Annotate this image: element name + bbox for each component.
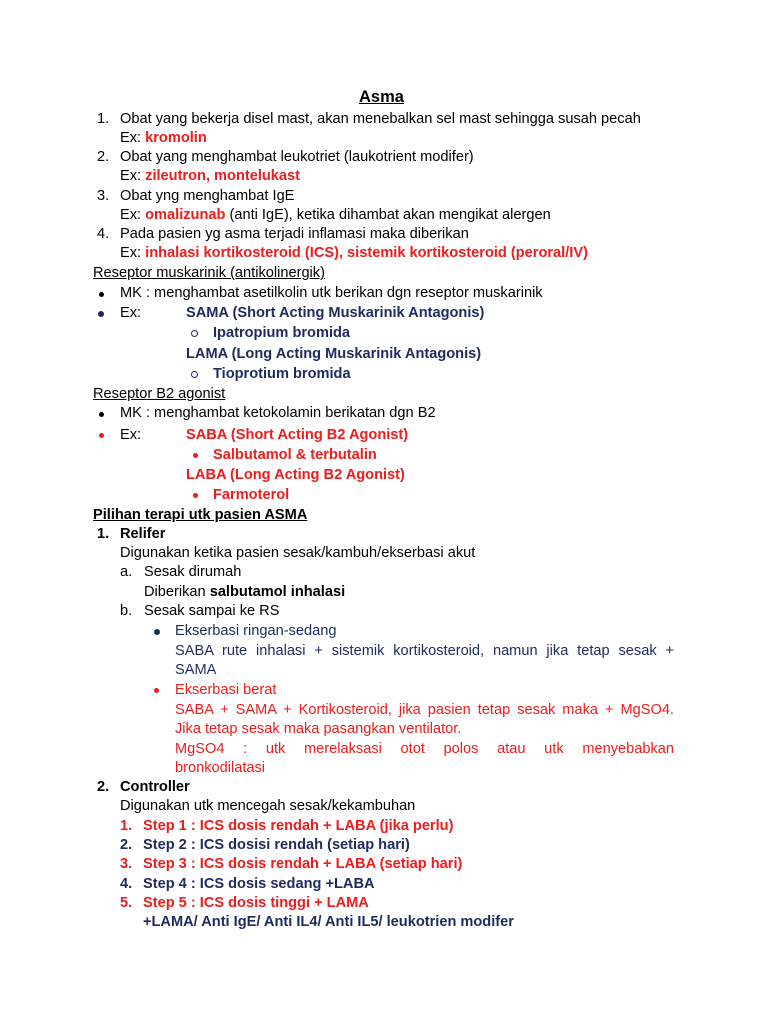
berat-line-3: MgSO4 : utk merelaksasi otot polos atau utk menyebabkan — [175, 741, 674, 757]
muskarinik-heading: Reseptor muskarinik (antikolinergik) — [93, 265, 325, 281]
terapi-heading: Pilihan terapi utk pasien ASMA — [93, 507, 308, 523]
bullet-icon — [154, 688, 159, 693]
muskarinik-ex-label: Ex: — [120, 305, 142, 321]
drug-name: omalizunab — [145, 207, 226, 223]
step-5-continuation: +LAMA/ Anti IgE/ Anti IL4/ Anti IL5/ leukotrien modifer — [143, 914, 514, 930]
relifer-a-text: Sesak dirumah — [144, 564, 242, 580]
relifer-a-label: a. — [120, 564, 133, 580]
ex-prefix: Ex: — [120, 245, 146, 261]
obat-3-text: Obat yng menghambat IgE — [120, 188, 295, 204]
step-1-num: 1. — [120, 818, 133, 834]
sama-label: SAMA (Short Acting Muskarinik Antagonis) — [186, 305, 485, 321]
bullet-icon — [154, 629, 160, 635]
obat-4-num: 4. — [97, 226, 110, 242]
laba-label: LABA (Long Acting B2 Agonist) — [186, 467, 405, 483]
step-2-num: 2. — [120, 837, 133, 853]
saba-drug: Salbutamol & terbutalin — [213, 447, 377, 463]
obat-2-num: 2. — [97, 149, 110, 165]
ringan-title: Ekserbasi ringan-sedang — [175, 623, 337, 639]
controller-label: Controller — [120, 779, 190, 795]
bullet-icon — [99, 433, 104, 438]
step-5-text: Step 5 : ICS dosis tinggi + LAMA — [143, 895, 369, 911]
ringan-line-1: SABA rute inhalasi + sistemik kortikosteroid, namun jika tetap sesak + — [175, 643, 674, 659]
ex-prefix: Ex: — [120, 130, 146, 146]
drug-name: kromolin — [145, 130, 207, 146]
obat-1-num: 1. — [97, 111, 110, 127]
step-3-num: 3. — [120, 856, 133, 872]
ex-prefix: Ex: — [120, 168, 146, 184]
sama-drug: Ipatropium bromida — [213, 325, 351, 341]
relifer-a-sub-prefix: Diberikan — [144, 584, 210, 600]
berat-line-1: SABA + SAMA + Kortikosteroid, jika pasien tetap sesak maka + MgSO4. — [175, 702, 674, 718]
obat-3-example — [120, 207, 551, 224]
obat-4-example — [120, 245, 588, 262]
relifer-num: 1. — [97, 526, 110, 542]
lama-drug: Tioprotium bromida — [213, 366, 351, 382]
lama-label: LAMA (Long Acting Muskarinik Antagonis) — [186, 346, 482, 362]
ex-prefix: Ex: — [120, 207, 146, 223]
ringan-line-2: SAMA — [175, 662, 217, 678]
berat-title: Ekserbasi berat — [175, 682, 277, 698]
berat-line-4: bronkodilatasi — [175, 760, 266, 776]
laba-drug: Farmoterol — [213, 487, 290, 503]
relifer-desc: Digunakan ketika pasien sesak/kambuh/ekserbasi akut — [120, 545, 476, 561]
b2-mk: MK : menghambat ketokolamin berikatan dgn B2 — [120, 405, 436, 421]
obat-4-text: Pada pasien yg asma terjadi inflamasi maka diberikan — [120, 226, 469, 242]
step-3-text: Step 3 : ICS dosis rendah + LABA (setiap hari) — [143, 856, 463, 872]
relifer-a-drug: salbutamol inhalasi — [209, 584, 346, 600]
bullet-icon — [193, 453, 198, 458]
page-title: Asma — [359, 88, 404, 106]
bullet-icon — [193, 493, 198, 498]
controller-desc: Digunakan utk mencegah sesak/kekambuhan — [120, 798, 416, 814]
step-5-num: 5. — [120, 895, 133, 911]
step-2-text: Step 2 : ICS dosisi rendah (setiap hari) — [143, 837, 410, 853]
relifer-b-label: b. — [120, 603, 133, 619]
obat-1-example — [120, 130, 207, 147]
relifer-label: Relifer — [120, 526, 166, 542]
obat-2-text: Obat yang menghambat leukotriet (laukotrient modifer) — [120, 149, 474, 165]
drug-name: inhalasi kortikosteroid (ICS), sistemik kortikosteroid (peroral/IV) — [145, 245, 588, 261]
step-4-text: Step 4 : ICS dosis sedang +LABA — [143, 876, 375, 892]
step-4-num: 4. — [120, 876, 133, 892]
bullet-icon — [98, 311, 104, 317]
relifer-a-sub — [144, 584, 345, 601]
circle-bullet-icon — [191, 330, 198, 337]
b2-ex-label: Ex: — [120, 427, 142, 443]
ex-rest: (anti IgE), ketika dihambat akan mengikat alergen — [225, 207, 551, 223]
circle-bullet-icon — [191, 371, 198, 378]
controller-num: 2. — [97, 779, 110, 795]
b2-heading: Reseptor B2 agonist — [93, 386, 226, 402]
obat-2-example — [120, 168, 300, 185]
bullet-icon — [99, 412, 104, 417]
muskarinik-mk: MK : menghambat asetilkolin utk berikan dgn reseptor muskarinik — [120, 285, 543, 301]
drug-name: zileutron, montelukast — [145, 168, 301, 184]
bullet-icon — [99, 292, 104, 297]
step-1-text: Step 1 : ICS dosis rendah + LABA (jika perlu) — [143, 818, 454, 834]
relifer-b-text: Sesak sampai ke RS — [144, 603, 280, 619]
saba-label: SABA (Short Acting B2 Agonist) — [186, 427, 409, 443]
berat-line-2: Jika tetap sesak maka pasangkan ventilator. — [175, 721, 462, 737]
obat-3-num: 3. — [97, 188, 110, 204]
obat-1-text: Obat yang bekerja disel mast, akan menebalkan sel mast sehingga susah pecah — [120, 111, 641, 127]
